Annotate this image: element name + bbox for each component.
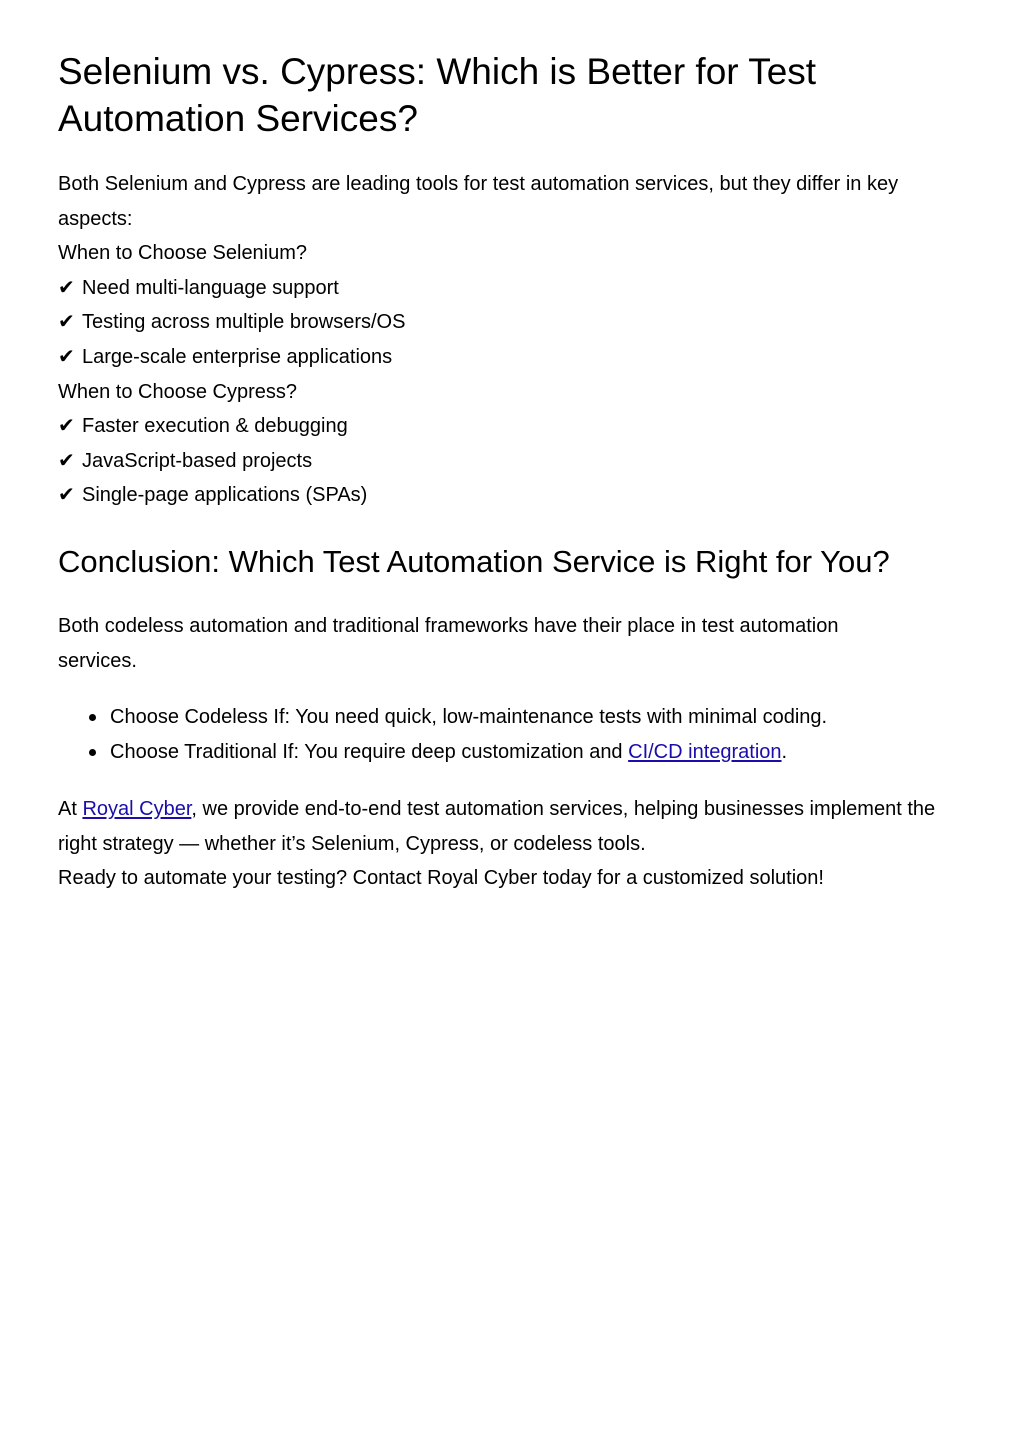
selenium-item [58,271,948,306]
bullet-text: Choose Traditional If: You require deep customization and [110,740,629,763]
ci-cd-integration-link[interactable]: CI/CD integration [628,740,782,763]
intro-paragraph: Both Selenium and Cypress are leading tools for test automation services, but they differ in key aspects: [58,173,899,230]
cypress-item [58,409,948,444]
cypress-heading: When to Choose Cypress? [58,380,298,403]
check-icon: ✔ [58,311,75,334]
bullet-icon [89,749,96,756]
page-title: Selenium vs. Cypress: Which is Better for Test Automation Services? [58,51,817,139]
bullet-text-end: . [781,740,788,763]
closing-text-start: At [58,798,83,820]
closing-paragraph [58,792,948,861]
call-to-action-text: Ready to automate your testing? Contact Royal Cyber today for a customized solution! [58,867,824,890]
selenium-item [58,305,948,340]
cypress-item [58,478,948,513]
check-icon: ✔ [58,345,75,368]
list-item [58,735,827,770]
intro-section [58,167,948,513]
selenium-heading: When to Choose Selenium? [58,242,308,265]
selenium-item-label: Testing across multiple browsers/OS [82,311,406,334]
check-icon: ✔ [58,415,75,438]
cypress-item-label: Single-page applications (SPAs) [82,484,368,507]
cypress-item-label: Faster execution & debugging [82,415,348,438]
cypress-item-label: JavaScript-based projects [82,449,313,472]
check-icon: ✔ [58,276,75,299]
bullet-icon [89,714,96,721]
royal-cyber-link[interactable]: Royal Cyber [82,798,192,820]
conclusion-heading: Conclusion: Which Test Automation Service is Right for You? [58,544,890,579]
list-item [58,700,827,735]
closing-section [58,792,948,896]
check-icon: ✔ [58,484,75,507]
closing-text-rest: , we provide end-to-end test automation services, helping businesses implement the right strategy — whether it’s Selenium, Cypress, or codeless tools. [58,798,936,855]
cypress-item [58,444,948,479]
conclusion-intro: Both codeless automation and traditional frameworks have their place in test automation services. [58,615,839,672]
check-icon: ✔ [58,449,75,472]
selenium-item [58,340,948,375]
conclusion-bullet-list [58,700,827,769]
selenium-item-label: Need multi-language support [82,276,339,299]
selenium-item-label: Large-scale enterprise applications [82,345,393,368]
bullet-text: Choose Codeless If: You need quick, low-maintenance tests with minimal coding. [110,706,828,728]
